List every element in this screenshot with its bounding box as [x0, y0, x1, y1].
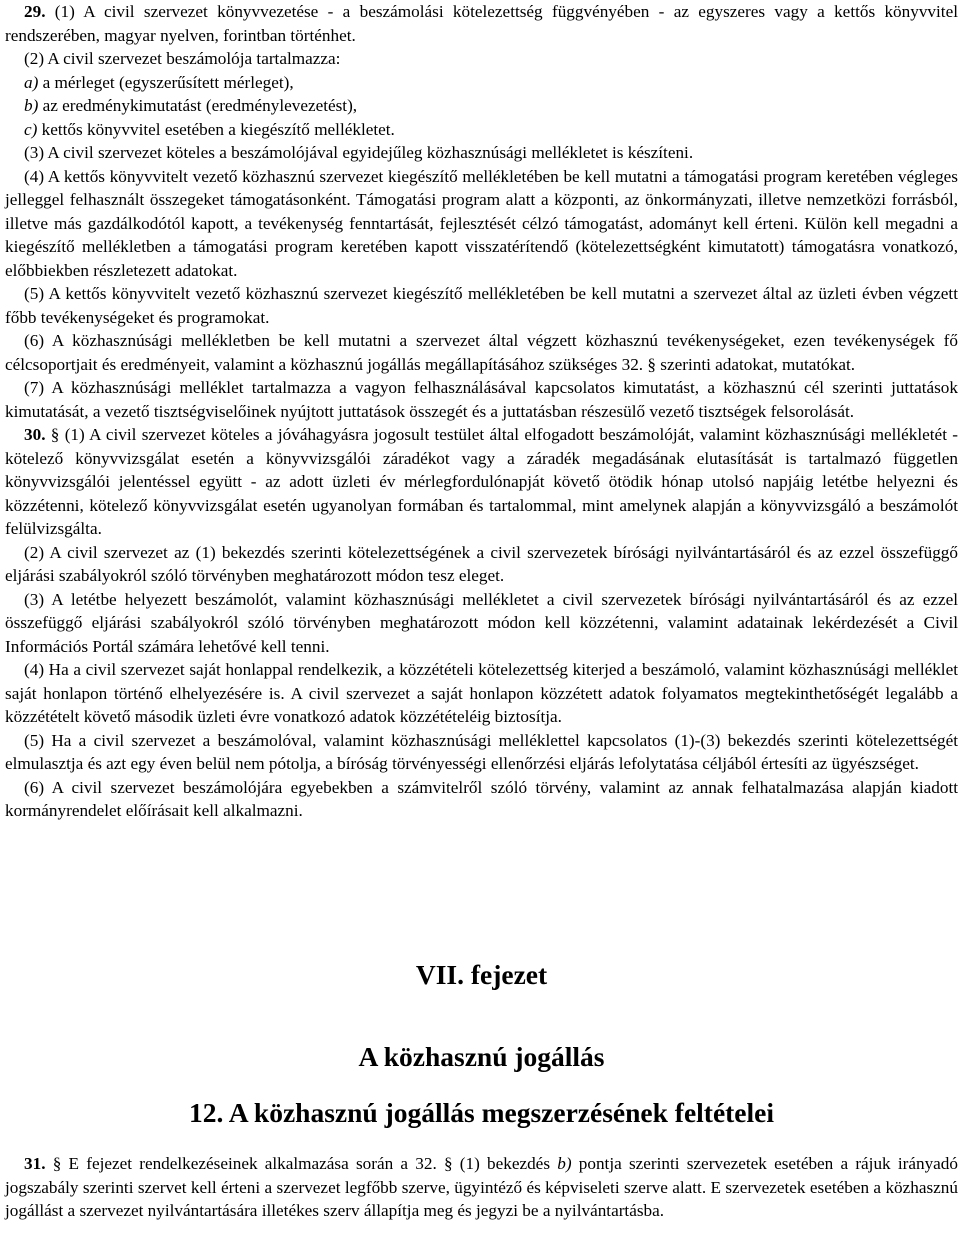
section-30-paragraph-3: (3) A letétbe helyezett beszámolót, valamint közhasznúsági mellékletet a civil szervezetek bírósági nyilvántartásáról és az ezzel összefüggő eljárási szabályokról szóló törvényben meghatározott módon kell közzétenni, valamint adatainak lekérdezését a Civil Információs Portál számára lehetővé kell tenni.	[5, 589, 958, 656]
section-29-paragraph-3: (3) A civil szervezet köteles a beszámolójával egyidejűleg közhasznúsági mellékletet is készíteni.	[24, 143, 694, 162]
section-29-30	[5, 0, 958, 823]
list-item-b: b) az eredménykimutatást (eredménylevezetést),	[24, 96, 358, 115]
list-item-a: a) a mérleget (egyszerűsített mérleget),	[24, 72, 294, 92]
section-number: 30.	[24, 425, 46, 444]
section-29-paragraph-6: (6) A közhasznúsági mellékletben be kell mutatni a szervezet által végzett közhasznú tevékenységeket, ezen tevékenységek fő célcsoportjait és eredményeit, valamint a közhasznú jogállás megállapításához szükséges 32. § szerinti adatokat, mutatókat.	[5, 331, 958, 374]
section-29-paragraph-7: (7) A közhasznúsági melléklet tartalmazza a vagyon felhasználásával kapcsolatos kimutatást, a közhasznú cél szerinti juttatások kimutatását, a vezető tisztségviselőinek nyújtott juttatások összegét és a juttatásban részesülő vezető tisztségek felsorolását.	[5, 378, 958, 421]
section-30-paragraph-1: 30. § (1) A civil szervezet köteles a jóváhagyásra jogosult testület által elfogadott beszámolóját, valamint közhasznúsági mellékletét - kötelező könyvvizsgálat esetén a könyvvizsgálói záradékot vagy a záradék megadásának elutasítását is tartalmazó független könyvvizsgálói jelentéssel együtt - az adott üzleti év mérlegfordulónapját követő ötödik hónap utolsó napjáig letétbe helyezni és közzétenni, kötelező könyvvizsgálat esetén ugyanolyan formában és tartalommal, mint amelynek alapján a könyvvizsgáló a beszámolót felülvizsgálta.	[5, 425, 958, 538]
section-29-paragraph-5: (5) A kettős könyvvitelt vezető közhasznú szervezet kiegészítő mellékletében be kell mutatni a szervezet által az üzleti évben végzett főbb tevékenységeket és programokat.	[5, 284, 958, 327]
chapter-heading: VII. fejezet	[415, 959, 548, 990]
chapter-title: A közhasznú jogállás	[358, 1041, 605, 1072]
section-30-paragraph-5: (5) Ha a civil szervezet a beszámolóval, valamint közhasznúsági melléklettel kapcsolatos (1)-(3) bekezdés szerinti kötelezettségét elmulasztja és azt egy éven belül nem pótolja, a bíróság törvényességi ellenőrzési eljárás lefolytatása céljából értesíti az ügyészséget.	[5, 730, 958, 773]
section-29-paragraph-4: (4) A kettős könyvvitelt vezető közhasznú szervezet kiegészítő mellékletében be kell mutatni a támogatási program keretében végleges jelleggel felhasznált összegeket támogatásonként. Támogatási program alatt a központi, az önkormányzati, illetve nemzetközi forrásból, illetve más gazdálkodótól kapott, a tevékenység fenntartását, fejlesztését célzó támogatást, adományt kell érteni. Külön kell megadni a kiegészítő mellékletben a támogatási program keretében kapott visszatérítendő (kötelezettségként kimutatott) támogatásra vonatkozó, előbbiekben részletezett adatokat.	[5, 166, 958, 280]
section-number: 31.	[24, 1154, 46, 1173]
section-31	[5, 1152, 958, 1223]
section-29-paragraph-2: (2) A civil szervezet beszámolója tartalmazza:	[24, 49, 341, 68]
subsection-title: 12. A közhasznú jogállás megszerzésének feltételei	[188, 1097, 775, 1128]
section-30-paragraph-6: (6) A civil szervezet beszámolójára egyebekben a számvitelről szóló törvény, valamint az annak felhatalmazása alapján kiadott kormányrendelet előírásait kell alkalmazni.	[5, 777, 958, 820]
section-number: 29.	[24, 2, 46, 21]
section-30-paragraph-4: (4) Ha a civil szervezet saját honlappal rendelkezik, a közzétételi kötelezettség kiterjed a beszámoló, valamint közhasznúsági melléklet saját honlapon történő elhelyezésére is. A civil szervezet a saját honlapon közzétett adatok folyamatos megtekinthetőségét legalább a közzétételt követő második üzleti évre vonatkozó adatok közzétételéig biztosítja.	[5, 660, 958, 726]
section-29-paragraph-1: 29. (1) A civil szervezet könyvvezetése - a beszámolási kötelezettség függvényében - az egyszeres vagy a kettős könyvvitel rendszerében, magyar nyelven, forintban történhet.	[5, 2, 958, 45]
section-31-paragraph: 31. § E fejezet rendelkezéseinek alkalmazása során a 32. § (1) bekezdés b) pontja szerinti szervezetek esetében a rájuk irányadó jogszabály szerinti szervet kell érteni a szervezet legfőbb szerve, ügyintéző és képviseleti szerve alatt. E szervezetek esetében a közhasznú jogállást a szervezet nyilvántartására illetékes szerv állapítja meg és jegyzi be a nyilvántartásba.	[5, 1154, 958, 1220]
section-30-paragraph-2: (2) A civil szervezet az (1) bekezdés szerinti kötelezettségének a civil szervezetek bírósági nyilvántartásáról és az ezzel összefüggő eljárási szabályokról szóló törvényben meghatározott módon tesz eleget.	[5, 542, 958, 585]
list-item-c: c) kettős könyvvitel esetében a kiegészítő mellékletet.	[24, 119, 395, 139]
